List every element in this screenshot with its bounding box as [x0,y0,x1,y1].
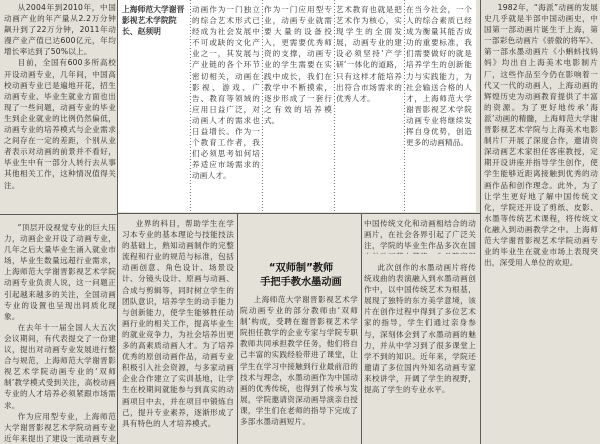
paragraph: 在去年十一届全国人大五次会议期间，有代表提交了一份建议，提出对动画专业发展进行整合与规范，上海师范大学谢晋影视艺术学院动画专业的‘双师制’教学模式受到关注，高校动画专业的人才培养必须紧跟市场需求。 [4,322,116,410]
article-column-1-top [4,2,116,208]
paragraph: 此次创作的水墨动画片将传统戏曲的表演融入到水墨动画创作中，以中国传统艺术为根基，展现了独特的东方美学意境，该片在创作过程中得到了多位艺术家的指导，学生们通过亲身参与，深刻体会到了水墨动画的魅力，并从中学习到了很多课堂上学不到的知识。近年来，学院还邀请了多位国内外知名动画专家来校讲学，开阔了学生的视野，提高了学生的专业水平。 [364,263,476,395]
column-divider [404,0,405,212]
section-headline [241,262,361,290]
essay-column-c [336,4,402,208]
column-rule [117,0,118,444]
paragraph: 作为应用型专业，上海师范大学谢晋影视艺术学院动画专业近年来提出了建设一流动画专业 [4,411,116,443]
paragraph: 动画作为一门独立的综合艺术形式已经成为社会发展中不可或缺的文化产业之一，其发展与产业链的各个环节密切相关，动画在影视、游戏、广告、教育等领域的应用日益广泛，对动画人才的需求也日益增长。作为一个教育工作者，我们必须思考如何培养适应市场需求的动画人才。 [192,5,260,181]
boxed-essay [118,0,476,212]
column-rule [480,0,481,444]
headline-line-2: 手把手教水墨动画 [260,277,342,288]
essay-column-d [406,4,472,208]
essay-column-a [192,4,260,208]
article-column-4 [364,262,476,444]
paragraph: 作为一门应用型专业，动画专业就需要大量的设备投入，更需要优秀师资的支撑，动画专业的学生需要在实践中成长，我们在教学中不断摸索，逐步形成了一套行之有效的培养模式。 [264,5,332,125]
paragraph: 在当今社会，一个人的综合素质已经成为衡量其能否成功的重要标准，我们需要做好的就是培养学生的创新能力与实践能力，为社会输送合格的人才，上海师范大学谢晋影视艺术学院动画专业将继续发挥自身优势，创造更多的动画精品。 [406,5,472,148]
headline-line-1: “双师制”教师 [268,263,334,274]
paragraph: 目前，全国有600多所高校开设动画专业，几年间，中国高校动画专业已是遍地开花，招生动画专业、毕业生就业方面也出现了一些问题，动画专业的毕业生到企业就业的比例仍然偏低，动画专业的培养模式与企业需求之间存在一定的差距，个别从业者表示对动画的前景并不看好，毕业生中有一部分人转行去从事其他相关工作，这种情况值得关注。 [4,58,116,190]
section-rule [118,213,480,214]
column-divider [262,0,263,212]
column-rule [361,214,362,444]
article-column-2 [122,218,234,444]
essay-author-label: 上海师范大学谢晋影视艺术学院院长、赵须明 [122,5,185,36]
paragraph: 中国传统文化和动画相结合的动画片，在社会各界引起了广泛关注，学院的毕业生作品多次在国 [364,219,476,251]
article-column-4-top [364,218,476,254]
column-divider [334,0,335,212]
paragraph: 从2004年到2010年，中国动画产业的年产量从2.2万分钟飙升到了22万分钟，2011年动漫产业产值已达600亿元，年均增长率达到了50%以上。 [4,3,116,57]
column-rule [237,214,238,444]
paragraph: 艺术教育也就是把艺术作为核心，实现学生的全面发展，动画专业的建设必须坚持‘产学研’一体化的道路，只有这样才能培养出符合市场需求的优秀人才。 [336,5,402,103]
paragraph: 上海师范大学谢晋影视艺术学院动画专业的部分教师由‘双师制’构成，受聘在谢晋影视艺术学院担任教学的企业专家与学院专职教师共同承担教学任务，他们将自己丰富的实践经验带进了课堂，让学生在学习中接触到行业最前沿的技术与理念，水墨动画作为中国动画的优秀传统，也得到了传承与发展，学院邀请资深动画导演亲自授课，学生们在老师的指导下完成了多部水墨动画短片。 [240,295,358,427]
column-divider [190,0,191,212]
article-column-3 [240,294,358,444]
paragraph: 业界的科目，帮助学生在学习本专业的基本理论与技能技法的基础上，熟知动画制作的完整流程和行业的规范与标准，包括动画创意、角色设计、场景设计、分镜头设计、原画与动画、合成与剪辑等，同时树立学生的团队意识，培养学生的动手能力与创新能力，使学生能够胜任动画行业的相关工作，提高毕业生的就业竞争力，为社会培养出更多的高素质动画人才。为了培养优秀的原创动画作品，动画专业积极引入社会资源，与多家动画企业合作建立了实训基地，让学生在校期间就能参与到真实的动画项目中去，并在项目中锻炼自己，提升专业素养，逐渐形成了具有特色的人才培养模式。 [122,219,234,428]
paragraph: 1982年，“海派”动画的发展史几乎就是半部中国动画史，中国第一部动画片诞生于上海，第一部彩色动画片《骄傲的将军》、第一部水墨动画片《小蝌蚪找妈妈》均出自上海美术电影制片厂，这些作品至今仍在影响着一代又一代的动画人，上海动画的辉煌历史为动画教育提供了丰富的资源。为了更好地传承‘海派’动画的精髓，上海师范大学谢晋影视艺术学院与上海美术电影制片厂开展了深度合作，邀请资深动画艺术家担任客座教授，定期开设讲座并指导学生创作，使学生能够近距离接触到优秀的动画作品和创作理念。此外，为了让学生更好地了解中国传统文化，学院还开设了剪纸、皮影、水墨等传统艺术课程，将传统文化融入到动画教学之中。上海师范大学谢晋影视艺术学院动画专业的毕业生在就业市场上表现突出，深受用人单位的欢迎。 [484,3,598,268]
essay-column-b [264,4,332,208]
article-column-5 [484,2,598,444]
section-rule [0,214,117,215]
paragraph: “顶层开设视觉专业的巨大压力，动画企业开设了动画专业，几年之后大量毕业生涌入就业市场，毕业生数量远超行业需求，上海师范大学谢晋影视艺术学院动画专业负责人说，这一问题正引起越来越多的关注，全国动画专业的设置也呈现出同质化现象。 [4,223,116,321]
article-column-1-bottom [4,222,116,444]
